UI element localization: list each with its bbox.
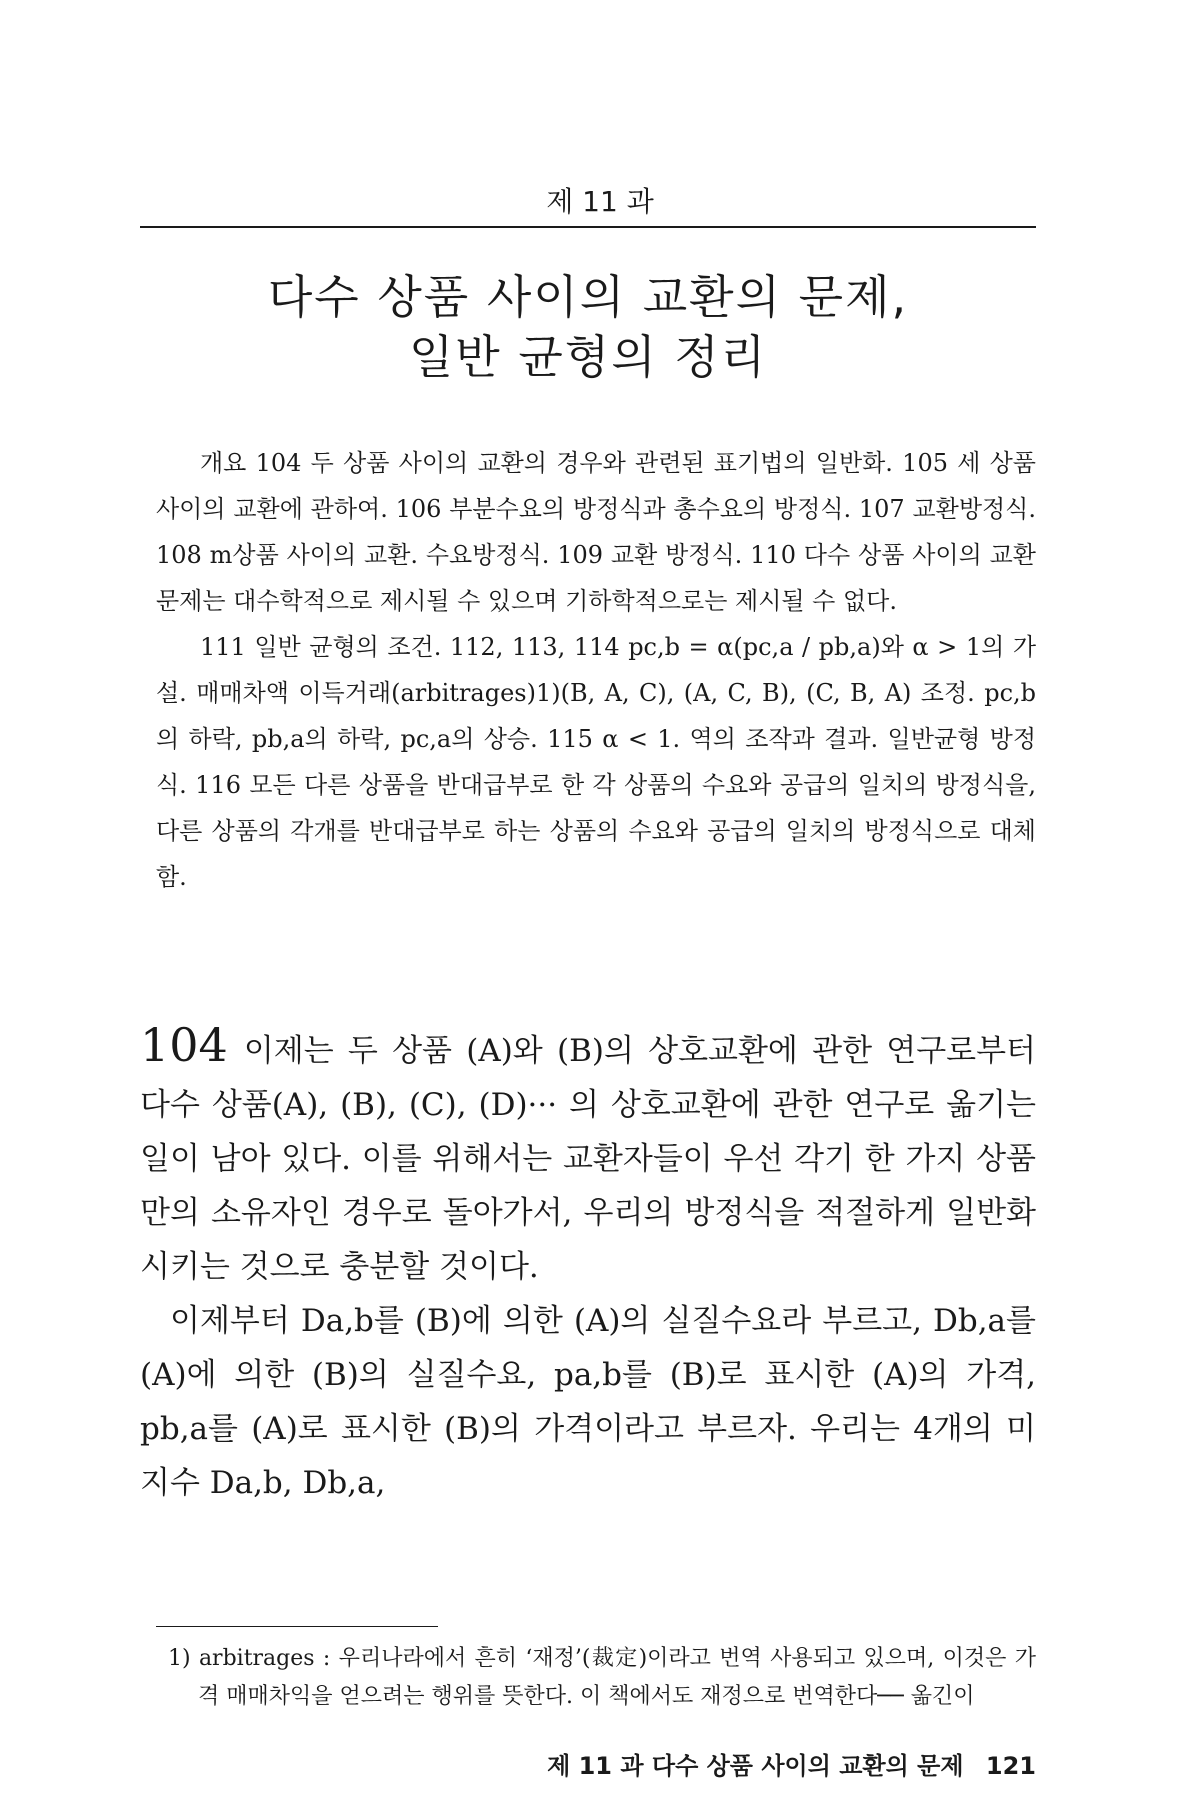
running-title: 제 11 과 다수 상품 사이의 교환의 문제: [547, 1752, 964, 1780]
chapter-title-line-1: 다수 상품 사이의 교환의 문제,: [267, 269, 909, 324]
chapter-title-line-2: 일반 균형의 정리: [408, 329, 768, 384]
running-footer: [140, 1746, 1036, 1781]
title-divider: [140, 226, 1036, 228]
chapter-title: [140, 267, 1036, 387]
body-paragraph-2: 이제부터 Da,b를 (B)에 의한 (A)의 실질수요라 부르고, Db,a를 (A)에 의한 (B)의 실질수요, pa,b를 (B)로 표시한 (A)의 가격, pb,a를 (A)로 표시한 (B)의 가격이라고 부르자. 우리는 4개의 미지수 Da,b, Db,a,: [140, 1303, 1036, 1501]
main-text: [140, 1018, 1036, 1510]
footnote: [168, 1640, 1036, 1716]
page-number: 121: [985, 1752, 1036, 1780]
body-paragraph-104-text: 이제는 두 상품 (A)와 (B)의 상호교환에 관한 연구로부터 다수 상품(A), (B), (C), (D)··· 의 상호교환에 관한 연구로 옮기는 일이 남아 있다. 이를 위해서는 교환자들이 우선 각기 한 가지 상품만의 소유자인 경우로 돌아가서, 우리의 방정식을 적절하게 일반화시키는 것으로 충분할 것이다.: [140, 1033, 1036, 1285]
chapter-label: 제 11 과: [546, 185, 654, 218]
summary-paragraph-2: 111 일반 균형의 조건. 112, 113, 114 pc,b = α(pc,a / pb,a)와 α > 1의 가설. 매매차액 이득거래(arbitrages)1)(B, A, C), (A, C, B), (C, B, A) 조정. pc,b의 하락, pb,a의 하락, pc,a의 상승. 115 α < 1. 역의 조작과 결과. 일반균형 방정식. 116 모든 다른 상품을 반대급부로 한 각 상품의 수요와 공급의 일치의 방정식을, 다른 상품의 각개를 반대급부로 하는 상품의 수요와 공급의 일치의 방정식으로 대체함.: [156, 633, 1036, 891]
body-paragraph-104: [140, 1018, 1036, 1294]
summary-paragraph-1: 개요 104 두 상품 사이의 교환의 경우와 관련된 표기법의 일반화. 105 세 상품 사이의 교환에 관하여. 106 부분수요의 방정식과 총수요의 방정식. 107 교환방정식. 108 m상품 사이의 교환. 수요방정식. 109 교환 방정식. 110 다수 상품 사이의 교환 문제는 대수학적으로 제시될 수 있으며 기하학적으로는 제시될 수 없다.: [156, 449, 1036, 615]
footnote-text: 1) arbitrages : 우리나라에서 흔히 ‘재정’(裁定)이라고 번역 사용되고 있으며, 이것은 가격 매매차익을 얻으려는 행위를 뜻한다. 이 책에서도 재정으로 번역한다── 옮긴이: [168, 1646, 1036, 1709]
footnote-divider: [156, 1626, 438, 1627]
paragraph-number: 104: [140, 1018, 228, 1072]
chapter-summary: [156, 440, 1036, 900]
